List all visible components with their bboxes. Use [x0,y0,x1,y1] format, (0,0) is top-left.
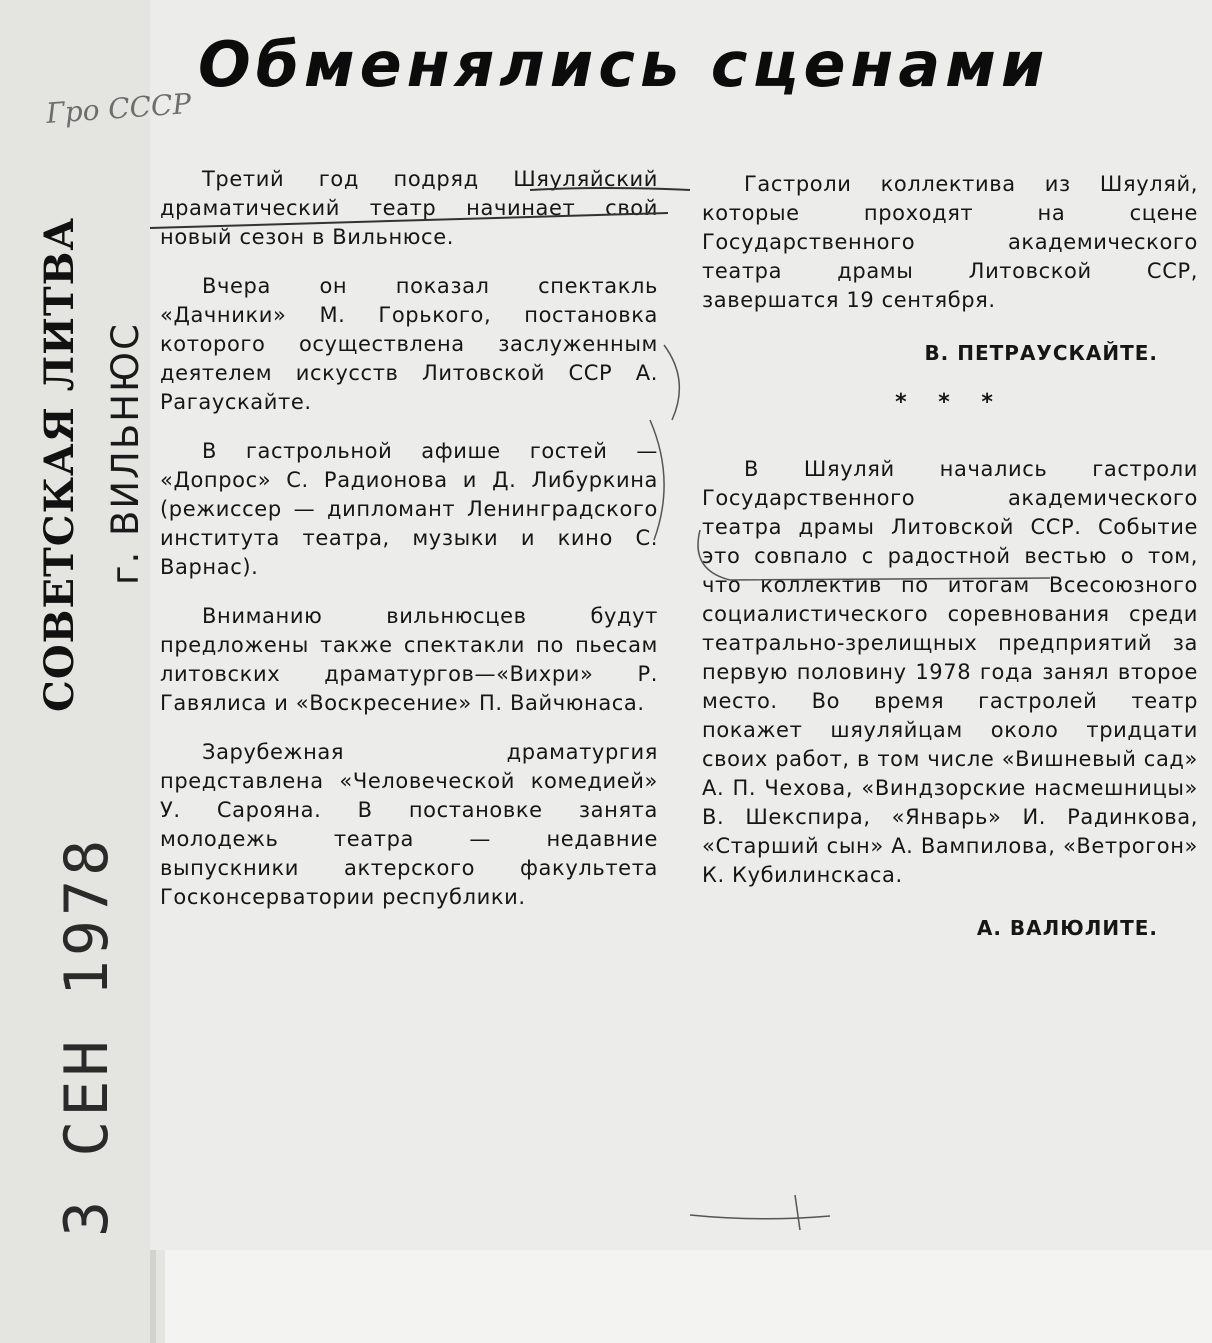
newspaper-name: СОВЕТСКАЯ ЛИТВА [36,216,83,712]
article1-paragraph: Вчера он показал спектакль «Дачники» М. Горького, постановка которого осуществлена заслуженным деятелем искусств Литовской ССР А. Рагаускайте. [160,274,658,414]
article1-paragraph: В гастрольной афише гостей — «Допрос» С. Радионова и Д. Либуркина (режиссер — дипломант Ленинградского института театра, музыки и кино С. Варнас). [160,439,658,579]
article1-paragraph: Вниманию вильнюсцев будут предложены также спектакли по пьесам литовских драматургов—«Вихри» Р. Гавялиса и «Воскресение» П. Вайчюнаса. [160,604,658,715]
article1-paragraph: Зарубежная драматургия представлена «Человеческой комедией» У. Сарояна. В постановке занята молодежь театра — недавние выпускники актерского факультета Госконсерватории республики. [160,740,658,909]
article1-paragraph: Гастроли коллектива из Шяуляй, которые проходят на сцене Государственного академического театра драмы Литовской ССР, завершатся 19 сентября. [702,172,1198,312]
separator: * * * [895,390,1005,415]
handwritten-note: Гро СССР [45,86,193,131]
date-stamp: 3 СЕН 1978 [52,835,122,1237]
article1-author: В. ПЕТРАУСКАЙТЕ. [924,341,1158,365]
article2-paragraph: В Шяуляй начались гастроли Государственного академического театра драмы Литовской ССР. Событие это совпало с радостной вестью о том, что коллектив по итогам Всесоюзного социалистического соревнования среди театрально-зрелищных предприятий за первую половину 1978 года занял второе место. Во время гастролей театр покажет шяуляйцам около тридцати своих работ, в том числе «Вишневый сад» А. П. Чехова, «Виндзорские насмешницы» В. Шекспира, «Январь» И. Радинкова, «Старший сын» А. Вампилова, «Ветрогон» К. Кубилинскаса. [702,457,1198,887]
headline: Обменялись сценами [198,28,1050,101]
article2-author: А. ВАЛЮЛИТЕ. [976,916,1158,940]
article1-paragraph: Третий год подряд Шяуляйский драматический театр начинает свой новый сезон в Вильнюсе. [160,167,658,249]
newspaper-city: г. ВИЛЬНЮС [104,322,147,585]
